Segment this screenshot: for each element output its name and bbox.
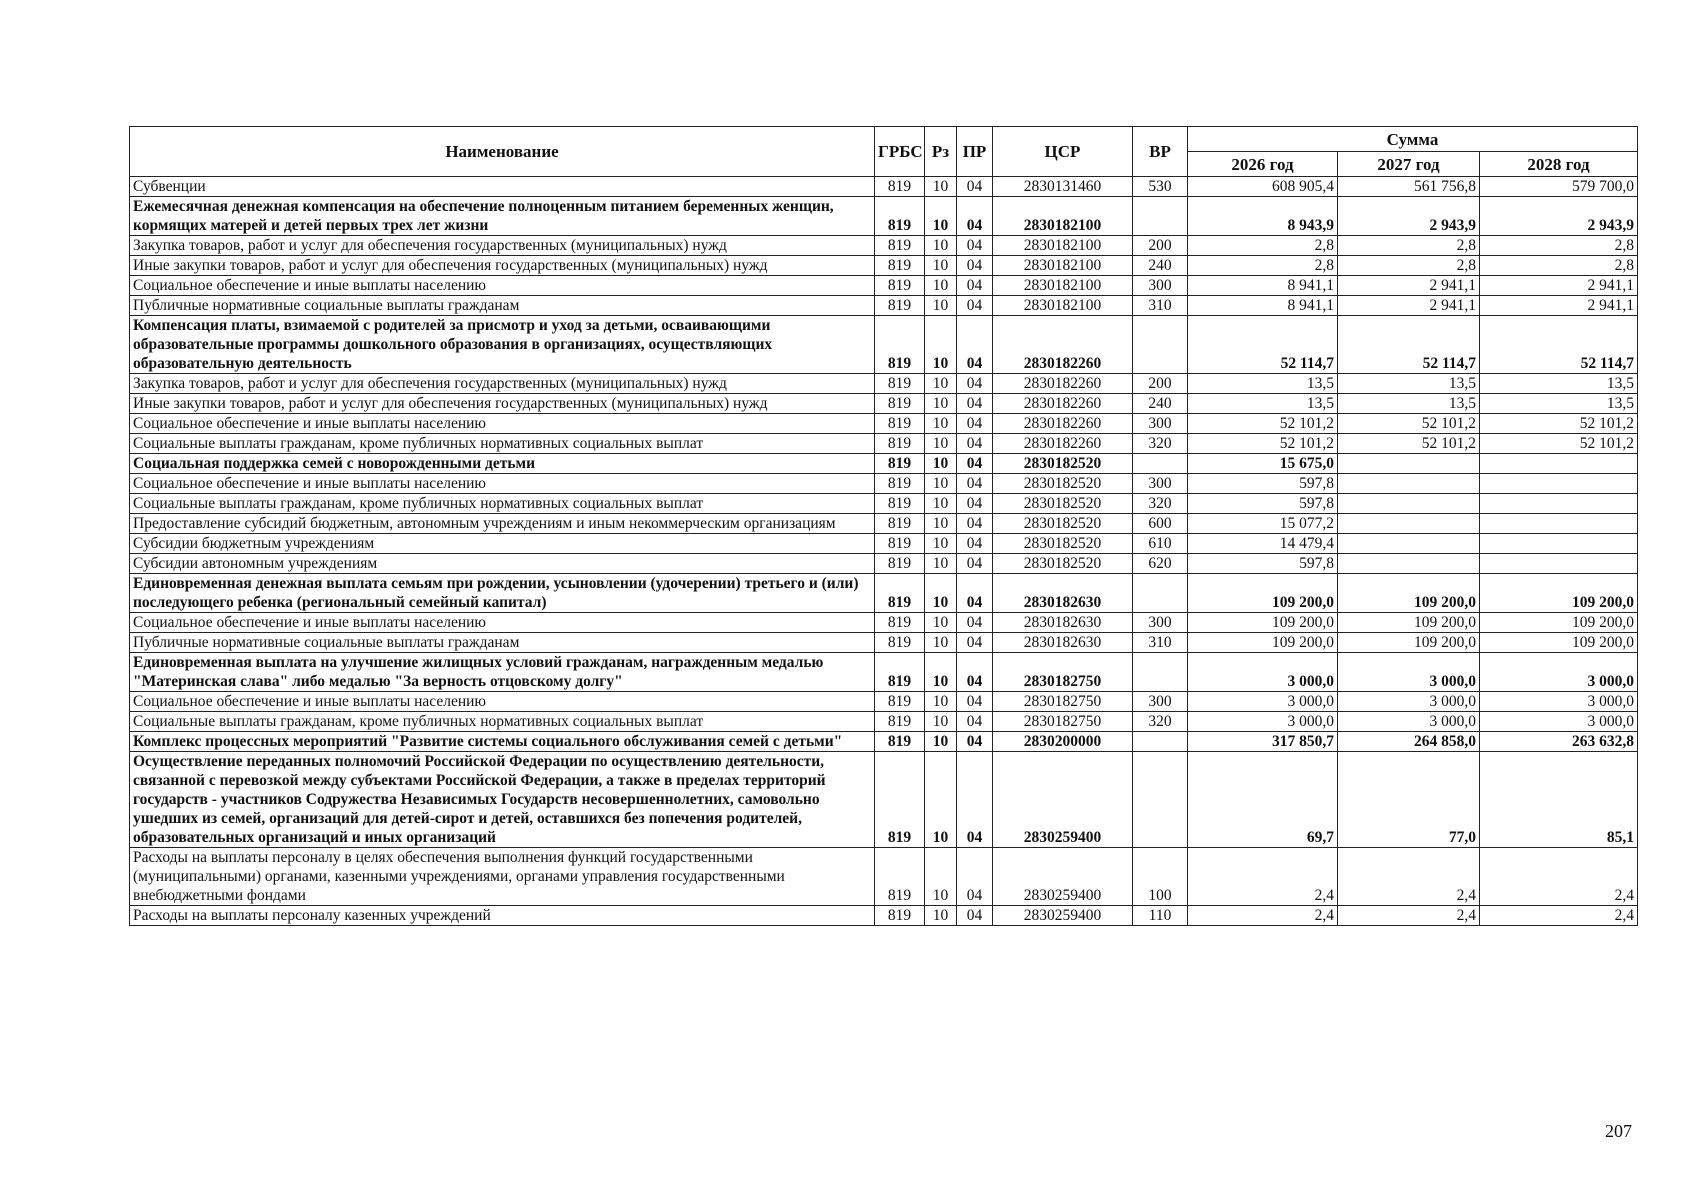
cell-2028: 109 200,0 <box>1480 574 1638 613</box>
cell-csr: 2830259400 <box>993 752 1133 848</box>
cell-2027: 3 000,0 <box>1338 712 1480 732</box>
cell-pr: 04 <box>957 692 993 712</box>
cell-rz: 10 <box>925 554 957 574</box>
cell-grbs: 819 <box>875 414 925 434</box>
cell-2027: 2,4 <box>1338 906 1480 926</box>
cell-name: Единовременная денежная выплата семьям при рождении, усыновлении (удочерении) третьего и (или) последующего ребенка (региональный семейный капитал) <box>130 574 875 613</box>
cell-pr: 04 <box>957 434 993 454</box>
table-row <box>130 474 1638 494</box>
cell-2027: 264 858,0 <box>1338 732 1480 752</box>
cell-2028: 52 101,2 <box>1480 434 1638 454</box>
cell-2027: 2,4 <box>1338 848 1480 906</box>
cell-pr: 04 <box>957 633 993 653</box>
cell-2027: 3 000,0 <box>1338 653 1480 692</box>
cell-2026: 2,4 <box>1188 848 1338 906</box>
cell-2027: 2 941,1 <box>1338 276 1480 296</box>
cell-2026: 109 200,0 <box>1188 574 1338 613</box>
cell-name: Социальное обеспечение и иные выплаты населению <box>130 276 875 296</box>
cell-2027: 109 200,0 <box>1338 633 1480 653</box>
cell-2026: 15 077,2 <box>1188 514 1338 534</box>
cell-rz: 10 <box>925 474 957 494</box>
header-name: Наименование <box>130 127 875 177</box>
cell-name: Расходы на выплаты персоналу в целях обеспечения выполнения функций государственными (муниципальными) органами, казенными учреждениями, органами управления государственными внебюджетными фондами <box>130 848 875 906</box>
cell-2027: 561 756,8 <box>1338 177 1480 197</box>
cell-grbs: 819 <box>875 494 925 514</box>
cell-2028 <box>1480 554 1638 574</box>
cell-2028: 3 000,0 <box>1480 692 1638 712</box>
cell-vr: 320 <box>1133 712 1188 732</box>
cell-pr: 04 <box>957 712 993 732</box>
cell-grbs: 819 <box>875 296 925 316</box>
cell-2027: 2,8 <box>1338 256 1480 276</box>
cell-2027: 13,5 <box>1338 394 1480 414</box>
cell-pr: 04 <box>957 197 993 236</box>
table-row <box>130 296 1638 316</box>
cell-name: Комплекс процессных мероприятий "Развитие системы социального обслуживания семей с детьми" <box>130 732 875 752</box>
cell-rz: 10 <box>925 394 957 414</box>
cell-name: Социальное обеспечение и иные выплаты населению <box>130 474 875 494</box>
cell-grbs: 819 <box>875 514 925 534</box>
budget-table <box>129 126 1638 926</box>
cell-csr: 2830182750 <box>993 653 1133 692</box>
cell-vr <box>1133 752 1188 848</box>
cell-csr: 2830182520 <box>993 554 1133 574</box>
table-row <box>130 633 1638 653</box>
header-2028: 2028 год <box>1480 152 1638 177</box>
cell-2028 <box>1480 474 1638 494</box>
table-row <box>130 712 1638 732</box>
cell-grbs: 819 <box>875 712 925 732</box>
cell-grbs: 819 <box>875 906 925 926</box>
cell-2028: 2 941,1 <box>1480 296 1638 316</box>
cell-2026: 13,5 <box>1188 394 1338 414</box>
cell-2028: 3 000,0 <box>1480 712 1638 732</box>
table-row <box>130 256 1638 276</box>
cell-2028: 85,1 <box>1480 752 1638 848</box>
cell-rz: 10 <box>925 276 957 296</box>
cell-name: Субсидии бюджетным учреждениям <box>130 534 875 554</box>
cell-name: Социальное обеспечение и иные выплаты населению <box>130 692 875 712</box>
cell-csr: 2830259400 <box>993 906 1133 926</box>
table-row <box>130 653 1638 692</box>
cell-rz: 10 <box>925 197 957 236</box>
cell-2026: 8 943,9 <box>1188 197 1338 236</box>
cell-grbs: 819 <box>875 692 925 712</box>
cell-name: Иные закупки товаров, работ и услуг для обеспечения государственных (муниципальных) нужд <box>130 394 875 414</box>
table-row <box>130 276 1638 296</box>
cell-pr: 04 <box>957 534 993 554</box>
cell-2027: 13,5 <box>1338 374 1480 394</box>
cell-csr: 2830182520 <box>993 494 1133 514</box>
cell-csr: 2830131460 <box>993 177 1133 197</box>
cell-2026: 2,8 <box>1188 256 1338 276</box>
table-row <box>130 374 1638 394</box>
cell-2027: 2 941,1 <box>1338 296 1480 316</box>
cell-vr: 620 <box>1133 554 1188 574</box>
cell-2027: 52 101,2 <box>1338 434 1480 454</box>
cell-name: Предоставление субсидий бюджетным, автономным учреждениям и иным некоммерческим организациям <box>130 514 875 534</box>
cell-csr: 2830182520 <box>993 534 1133 554</box>
cell-2026: 13,5 <box>1188 374 1338 394</box>
header-2027: 2027 год <box>1338 152 1480 177</box>
cell-rz: 10 <box>925 712 957 732</box>
table-row <box>130 316 1638 374</box>
cell-pr: 04 <box>957 177 993 197</box>
cell-2028 <box>1480 494 1638 514</box>
cell-2026: 3 000,0 <box>1188 692 1338 712</box>
cell-csr: 2830182100 <box>993 256 1133 276</box>
cell-2028: 2,8 <box>1480 236 1638 256</box>
cell-vr <box>1133 316 1188 374</box>
cell-grbs: 819 <box>875 374 925 394</box>
cell-grbs: 819 <box>875 276 925 296</box>
cell-vr: 300 <box>1133 692 1188 712</box>
cell-2026: 2,4 <box>1188 906 1338 926</box>
page-number: 207 <box>1605 1121 1632 1141</box>
cell-csr: 2830259400 <box>993 848 1133 906</box>
cell-2028: 52 114,7 <box>1480 316 1638 374</box>
cell-name: Социальные выплаты гражданам, кроме публичных нормативных социальных выплат <box>130 434 875 454</box>
table-row <box>130 752 1638 848</box>
cell-csr: 2830182260 <box>993 394 1133 414</box>
cell-2028 <box>1480 514 1638 534</box>
cell-2027: 109 200,0 <box>1338 574 1480 613</box>
cell-name: Субвенции <box>130 177 875 197</box>
cell-vr: 240 <box>1133 394 1188 414</box>
cell-2026: 3 000,0 <box>1188 712 1338 732</box>
cell-grbs: 819 <box>875 454 925 474</box>
cell-vr <box>1133 454 1188 474</box>
cell-name: Социальные выплаты гражданам, кроме публичных нормативных социальных выплат <box>130 712 875 732</box>
cell-2027: 2 943,9 <box>1338 197 1480 236</box>
cell-2026: 8 941,1 <box>1188 296 1338 316</box>
cell-2028: 109 200,0 <box>1480 633 1638 653</box>
cell-csr: 2830182630 <box>993 633 1133 653</box>
cell-2028 <box>1480 534 1638 554</box>
table-body <box>130 177 1638 926</box>
cell-2026: 597,8 <box>1188 494 1338 514</box>
table-row <box>130 394 1638 414</box>
cell-name: Социальные выплаты гражданам, кроме публичных нормативных социальных выплат <box>130 494 875 514</box>
cell-name: Компенсация платы, взимаемой с родителей за присмотр и уход за детьми, осваивающими образовательные программы дошкольного образования в организациях, осуществляющих образовательную деятельность <box>130 316 875 374</box>
cell-grbs: 819 <box>875 534 925 554</box>
cell-rz: 10 <box>925 236 957 256</box>
cell-2027: 2,8 <box>1338 236 1480 256</box>
cell-2028: 109 200,0 <box>1480 613 1638 633</box>
table-row <box>130 454 1638 474</box>
cell-vr: 110 <box>1133 906 1188 926</box>
cell-name: Иные закупки товаров, работ и услуг для обеспечения государственных (муниципальных) нужд <box>130 256 875 276</box>
cell-csr: 2830182100 <box>993 296 1133 316</box>
cell-2026: 317 850,7 <box>1188 732 1338 752</box>
cell-2027 <box>1338 554 1480 574</box>
cell-2028: 13,5 <box>1480 374 1638 394</box>
table-row <box>130 574 1638 613</box>
cell-vr: 200 <box>1133 374 1188 394</box>
cell-vr <box>1133 197 1188 236</box>
table-row <box>130 236 1638 256</box>
cell-vr: 530 <box>1133 177 1188 197</box>
cell-vr <box>1133 653 1188 692</box>
cell-rz: 10 <box>925 848 957 906</box>
cell-grbs: 819 <box>875 633 925 653</box>
cell-name: Социальное обеспечение и иные выплаты населению <box>130 414 875 434</box>
cell-grbs: 819 <box>875 256 925 276</box>
cell-pr: 04 <box>957 414 993 434</box>
cell-2027 <box>1338 474 1480 494</box>
cell-2027: 52 114,7 <box>1338 316 1480 374</box>
cell-pr: 04 <box>957 236 993 256</box>
cell-pr: 04 <box>957 653 993 692</box>
cell-rz: 10 <box>925 534 957 554</box>
cell-2026: 52 114,7 <box>1188 316 1338 374</box>
cell-csr: 2830182520 <box>993 474 1133 494</box>
cell-csr: 2830182100 <box>993 197 1133 236</box>
cell-2026: 69,7 <box>1188 752 1338 848</box>
cell-rz: 10 <box>925 177 957 197</box>
cell-vr: 310 <box>1133 296 1188 316</box>
cell-pr: 04 <box>957 514 993 534</box>
cell-2028 <box>1480 454 1638 474</box>
table-row <box>130 534 1638 554</box>
cell-rz: 10 <box>925 752 957 848</box>
header-pr: ПР <box>957 127 993 177</box>
cell-name: Социальная поддержка семей с новорожденными детьми <box>130 454 875 474</box>
cell-name: Закупка товаров, работ и услуг для обеспечения государственных (муниципальных) нужд <box>130 374 875 394</box>
cell-grbs: 819 <box>875 474 925 494</box>
cell-rz: 10 <box>925 613 957 633</box>
cell-grbs: 819 <box>875 848 925 906</box>
cell-vr: 100 <box>1133 848 1188 906</box>
table-row <box>130 613 1638 633</box>
cell-csr: 2830182750 <box>993 692 1133 712</box>
cell-2026: 15 675,0 <box>1188 454 1338 474</box>
cell-pr: 04 <box>957 554 993 574</box>
cell-name: Публичные нормативные социальные выплаты гражданам <box>130 633 875 653</box>
cell-pr: 04 <box>957 276 993 296</box>
cell-rz: 10 <box>925 574 957 613</box>
cell-pr: 04 <box>957 394 993 414</box>
cell-pr: 04 <box>957 494 993 514</box>
cell-name: Расходы на выплаты персоналу казенных учреждений <box>130 906 875 926</box>
cell-pr: 04 <box>957 256 993 276</box>
cell-2026: 597,8 <box>1188 554 1338 574</box>
table-row <box>130 906 1638 926</box>
cell-csr: 2830182520 <box>993 514 1133 534</box>
cell-vr: 240 <box>1133 256 1188 276</box>
cell-vr: 320 <box>1133 494 1188 514</box>
cell-2027 <box>1338 534 1480 554</box>
cell-vr: 300 <box>1133 414 1188 434</box>
cell-2026: 109 200,0 <box>1188 633 1338 653</box>
cell-2026: 608 905,4 <box>1188 177 1338 197</box>
cell-csr: 2830182100 <box>993 276 1133 296</box>
cell-2028: 2 943,9 <box>1480 197 1638 236</box>
cell-rz: 10 <box>925 374 957 394</box>
cell-grbs: 819 <box>875 434 925 454</box>
cell-vr: 610 <box>1133 534 1188 554</box>
cell-pr: 04 <box>957 374 993 394</box>
cell-name: Единовременная выплата на улучшение жилищных условий гражданам, награжденным медалью "Материнская слава" либо медалью "За верность отцовскому долгу" <box>130 653 875 692</box>
cell-2028: 52 101,2 <box>1480 414 1638 434</box>
table-row <box>130 197 1638 236</box>
cell-pr: 04 <box>957 474 993 494</box>
table-row <box>130 514 1638 534</box>
cell-pr: 04 <box>957 574 993 613</box>
cell-rz: 10 <box>925 732 957 752</box>
cell-rz: 10 <box>925 256 957 276</box>
cell-csr: 2830182260 <box>993 316 1133 374</box>
cell-2028: 2 941,1 <box>1480 276 1638 296</box>
cell-pr: 04 <box>957 848 993 906</box>
header-2026: 2026 год <box>1188 152 1338 177</box>
cell-grbs: 819 <box>875 653 925 692</box>
cell-rz: 10 <box>925 906 957 926</box>
cell-pr: 04 <box>957 454 993 474</box>
cell-rz: 10 <box>925 633 957 653</box>
cell-2028: 2,8 <box>1480 256 1638 276</box>
header-rz: Рз <box>925 127 957 177</box>
cell-2027: 77,0 <box>1338 752 1480 848</box>
cell-2026: 52 101,2 <box>1188 414 1338 434</box>
cell-2028: 2,4 <box>1480 906 1638 926</box>
cell-vr: 310 <box>1133 633 1188 653</box>
cell-pr: 04 <box>957 732 993 752</box>
cell-2027: 3 000,0 <box>1338 692 1480 712</box>
cell-grbs: 819 <box>875 236 925 256</box>
cell-vr <box>1133 732 1188 752</box>
cell-rz: 10 <box>925 316 957 374</box>
cell-2028: 13,5 <box>1480 394 1638 414</box>
cell-rz: 10 <box>925 692 957 712</box>
cell-grbs: 819 <box>875 613 925 633</box>
cell-2026: 52 101,2 <box>1188 434 1338 454</box>
cell-grbs: 819 <box>875 574 925 613</box>
cell-csr: 2830182260 <box>993 434 1133 454</box>
table-row <box>130 177 1638 197</box>
cell-2026: 597,8 <box>1188 474 1338 494</box>
cell-name: Осуществление переданных полномочий Российской Федерации по осуществлению деятельности, связанной с перевозкой между субъектами Российской Федерации, а также в пределах территорий государств - участников Содружества Независимых Государств несовершеннолетних, самовольно ушедших из семей, организаций для детей-сирот и детей, оставшихся без попечения родителей, образовательных организаций и иных организаций <box>130 752 875 848</box>
cell-2026: 8 941,1 <box>1188 276 1338 296</box>
table-row <box>130 732 1638 752</box>
table-row <box>130 848 1638 906</box>
cell-rz: 10 <box>925 296 957 316</box>
cell-vr: 200 <box>1133 236 1188 256</box>
cell-csr: 2830182750 <box>993 712 1133 732</box>
cell-vr: 300 <box>1133 276 1188 296</box>
cell-2027 <box>1338 494 1480 514</box>
cell-rz: 10 <box>925 434 957 454</box>
cell-2028: 263 632,8 <box>1480 732 1638 752</box>
cell-rz: 10 <box>925 653 957 692</box>
cell-2026: 109 200,0 <box>1188 613 1338 633</box>
cell-2027: 52 101,2 <box>1338 414 1480 434</box>
cell-pr: 04 <box>957 752 993 848</box>
cell-grbs: 819 <box>875 177 925 197</box>
table-row <box>130 554 1638 574</box>
cell-pr: 04 <box>957 613 993 633</box>
cell-2026: 14 479,4 <box>1188 534 1338 554</box>
cell-rz: 10 <box>925 494 957 514</box>
cell-name: Закупка товаров, работ и услуг для обеспечения государственных (муниципальных) нужд <box>130 236 875 256</box>
cell-pr: 04 <box>957 906 993 926</box>
cell-grbs: 819 <box>875 316 925 374</box>
table-row <box>130 494 1638 514</box>
cell-csr: 2830182630 <box>993 574 1133 613</box>
cell-2027 <box>1338 454 1480 474</box>
cell-vr: 600 <box>1133 514 1188 534</box>
cell-grbs: 819 <box>875 197 925 236</box>
header-csr: ЦСР <box>993 127 1133 177</box>
cell-csr: 2830182630 <box>993 613 1133 633</box>
cell-2026: 3 000,0 <box>1188 653 1338 692</box>
cell-2028: 3 000,0 <box>1480 653 1638 692</box>
cell-2028: 579 700,0 <box>1480 177 1638 197</box>
header-sum: Сумма <box>1188 127 1638 152</box>
cell-vr: 300 <box>1133 474 1188 494</box>
header-grbs: ГРБС <box>875 127 925 177</box>
cell-vr: 300 <box>1133 613 1188 633</box>
table-row <box>130 434 1638 454</box>
cell-name: Публичные нормативные социальные выплаты гражданам <box>130 296 875 316</box>
header-vr: ВР <box>1133 127 1188 177</box>
table-row <box>130 414 1638 434</box>
cell-name: Субсидии автономным учреждениям <box>130 554 875 574</box>
cell-2027: 109 200,0 <box>1338 613 1480 633</box>
cell-grbs: 819 <box>875 732 925 752</box>
cell-rz: 10 <box>925 454 957 474</box>
table-row <box>130 692 1638 712</box>
cell-name: Ежемесячная денежная компенсация на обеспечение полноценным питанием беременных женщин, кормящих матерей и детей первых трех лет жизни <box>130 197 875 236</box>
cell-2027 <box>1338 514 1480 534</box>
cell-2026: 2,8 <box>1188 236 1338 256</box>
cell-grbs: 819 <box>875 752 925 848</box>
cell-pr: 04 <box>957 316 993 374</box>
cell-csr: 2830182260 <box>993 414 1133 434</box>
cell-vr <box>1133 574 1188 613</box>
cell-csr: 2830182520 <box>993 454 1133 474</box>
cell-csr: 2830200000 <box>993 732 1133 752</box>
cell-grbs: 819 <box>875 554 925 574</box>
cell-csr: 2830182100 <box>993 236 1133 256</box>
cell-name: Социальное обеспечение и иные выплаты населению <box>130 613 875 633</box>
cell-pr: 04 <box>957 296 993 316</box>
cell-rz: 10 <box>925 414 957 434</box>
cell-rz: 10 <box>925 514 957 534</box>
cell-vr: 320 <box>1133 434 1188 454</box>
cell-2028: 2,4 <box>1480 848 1638 906</box>
cell-grbs: 819 <box>875 394 925 414</box>
cell-csr: 2830182260 <box>993 374 1133 394</box>
